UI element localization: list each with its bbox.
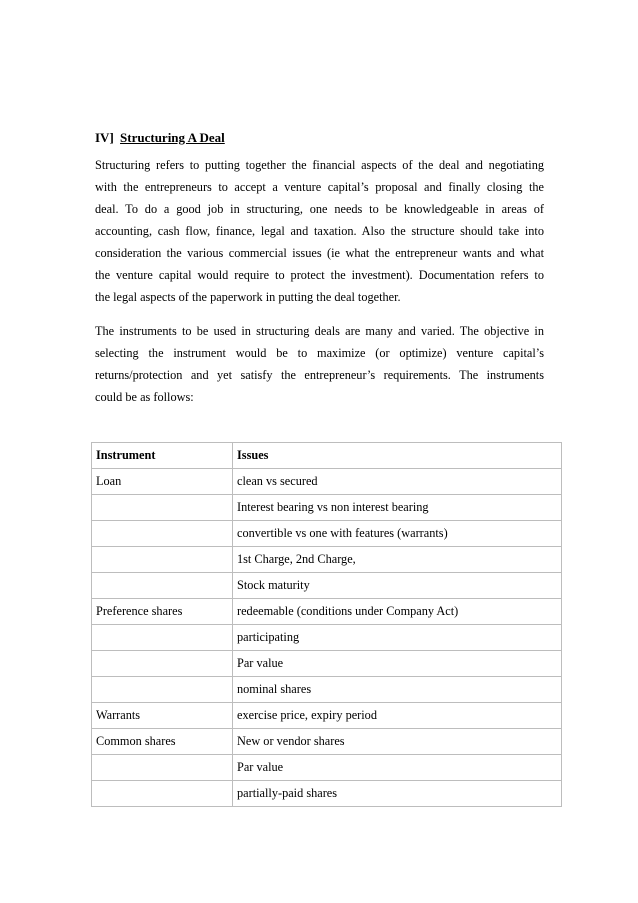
cell-issue: redeemable (conditions under Company Act) [233, 599, 562, 625]
paragraph-structuring [95, 154, 544, 308]
cell-instrument [92, 755, 233, 781]
table-row [92, 599, 562, 625]
paragraph-line: The instruments to be used in structuring deals are many and varied. The objective in [95, 324, 544, 338]
section-number: IV] [95, 130, 114, 145]
cell-issue: Stock maturity [233, 573, 562, 599]
cell-issue: convertible vs one with features (warrants) [233, 521, 562, 547]
cell-instrument [92, 781, 233, 807]
cell-issue: Par value [233, 755, 562, 781]
paragraph-line: consideration the various commercial issues (ie what the entrepreneur wants and what [95, 246, 544, 260]
table-row [92, 469, 562, 495]
header-issues: Issues [233, 443, 562, 469]
cell-issue: 1st Charge, 2nd Charge, [233, 547, 562, 573]
table-row [92, 495, 562, 521]
table-row [92, 703, 562, 729]
cell-issue: clean vs secured [233, 469, 562, 495]
cell-issue: partially-paid shares [233, 781, 562, 807]
paragraph-line: with the entrepreneurs to accept a venture capital’s proposal and finally closing the [95, 180, 544, 194]
paragraph-line: could be as follows: [95, 390, 194, 404]
table-row [92, 729, 562, 755]
table-row [92, 547, 562, 573]
paragraph-line: the venture capital would require to protect the investment). Documentation refers to [95, 268, 544, 282]
header-instrument: Instrument [92, 443, 233, 469]
paragraph-line: Structuring refers to putting together the financial aspects of the deal and negotiating [95, 158, 544, 172]
table-row [92, 625, 562, 651]
cell-instrument [92, 495, 233, 521]
cell-instrument: Loan [92, 469, 233, 495]
table-row [92, 677, 562, 703]
cell-issue: Par value [233, 651, 562, 677]
cell-instrument [92, 573, 233, 599]
table-row [92, 651, 562, 677]
paragraph-line: accounting, cash flow, finance, legal and taxation. Also the structure should take into [95, 224, 544, 238]
cell-issue: New or vendor shares [233, 729, 562, 755]
cell-instrument: Common shares [92, 729, 233, 755]
cell-instrument [92, 677, 233, 703]
instruments-table [91, 442, 562, 807]
cell-instrument [92, 651, 233, 677]
cell-instrument: Warrants [92, 703, 233, 729]
cell-issue: Interest bearing vs non interest bearing [233, 495, 562, 521]
cell-issue: nominal shares [233, 677, 562, 703]
table-header-row [92, 443, 562, 469]
section-heading [95, 130, 225, 146]
cell-issue: exercise price, expiry period [233, 703, 562, 729]
table-row [92, 781, 562, 807]
paragraph-line: returns/protection and yet satisfy the entrepreneur’s requirements. The instruments [95, 368, 544, 382]
table-row [92, 755, 562, 781]
cell-instrument: Preference shares [92, 599, 233, 625]
paragraph-line: the legal aspects of the paperwork in putting the deal together. [95, 290, 401, 304]
cell-issue: participating [233, 625, 562, 651]
table-row [92, 573, 562, 599]
paragraph-line: selecting the instrument would be to maximize (or optimize) venture capital’s [95, 346, 544, 360]
section-title: Structuring A Deal [120, 130, 225, 145]
paragraph-instruments [95, 320, 544, 408]
table-row [92, 521, 562, 547]
cell-instrument [92, 521, 233, 547]
cell-instrument [92, 547, 233, 573]
paragraph-line: deal. To do a good job in structuring, one needs to be knowledgeable in areas of [95, 202, 544, 216]
cell-instrument [92, 625, 233, 651]
